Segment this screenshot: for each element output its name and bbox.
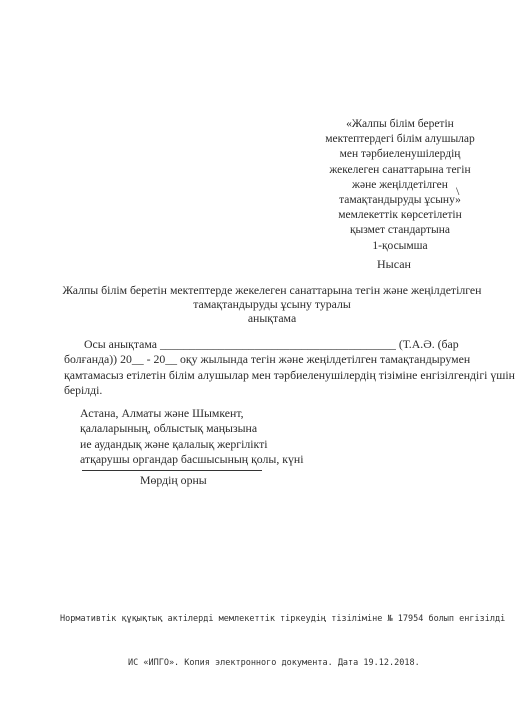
body-line: қамтамасыз етілетін білім алушылар мен тәрбиеленушілердің тізіміне енгізілгендігі үшін [64,367,515,382]
signatory-block [80,406,303,467]
certificate-body [64,337,515,398]
title-line: анықтама [247,311,297,325]
header-line: «Жалпы білім беретін [346,118,454,130]
body-line: болғанда)) 20__ - 20__ оқу жылында тегін және жеңілдетілген тамақтандырумен [64,352,471,367]
signatory-line: ие аудандық және қалалық жергілікті [80,436,268,451]
signature-line [82,470,262,471]
stamp-place-label: Мөрдің орны [140,473,207,487]
appendix-header [300,117,500,254]
copy-note: ИС «ИПГО». Копия электронного документа. Дата 19.12.2018. [128,658,420,668]
header-line: және жеңілдетілген [352,178,448,191]
signatory-line: атқарушы органдар басшысының қолы, күні [80,451,304,466]
signatory-line: Астана, Алматы және Шымкент, [80,406,244,420]
header-line: қызмет стандартына [349,224,451,237]
signatory-line: қалаларының, облыстық маңызына [80,421,258,436]
title-line: тамақтандыруды ұсыну туралы [193,297,351,311]
document-title [62,283,482,325]
pen-mark: \ [456,184,460,198]
header-line: 1-қосымша [372,239,428,252]
body-line: Осы анықтама ________________________________________ (Т.А.Ә. (бар [84,337,459,351]
header-line: тамақтандыруды ұсыну» [339,194,461,207]
registration-note: Нормативтік құқықтық актілерді мемлекеттік тіркеудің тізіліміне № 17954 болып енгізілді [60,614,506,624]
header-line: мемлекеттік көрсетілетін [338,209,462,222]
header-line: мектептердегі білім алушылар [325,133,475,146]
form-label: Нысан [377,257,411,271]
header-line: жекелеген санаттарына тегін [329,163,471,176]
body-line: берілді. [64,382,103,397]
title-line: Жалпы білім беретін мектептерде жекелеген санаттарына тегін және жеңілдетілген [62,283,482,297]
header-line: мен тәрбиеленушілердің [339,148,461,161]
